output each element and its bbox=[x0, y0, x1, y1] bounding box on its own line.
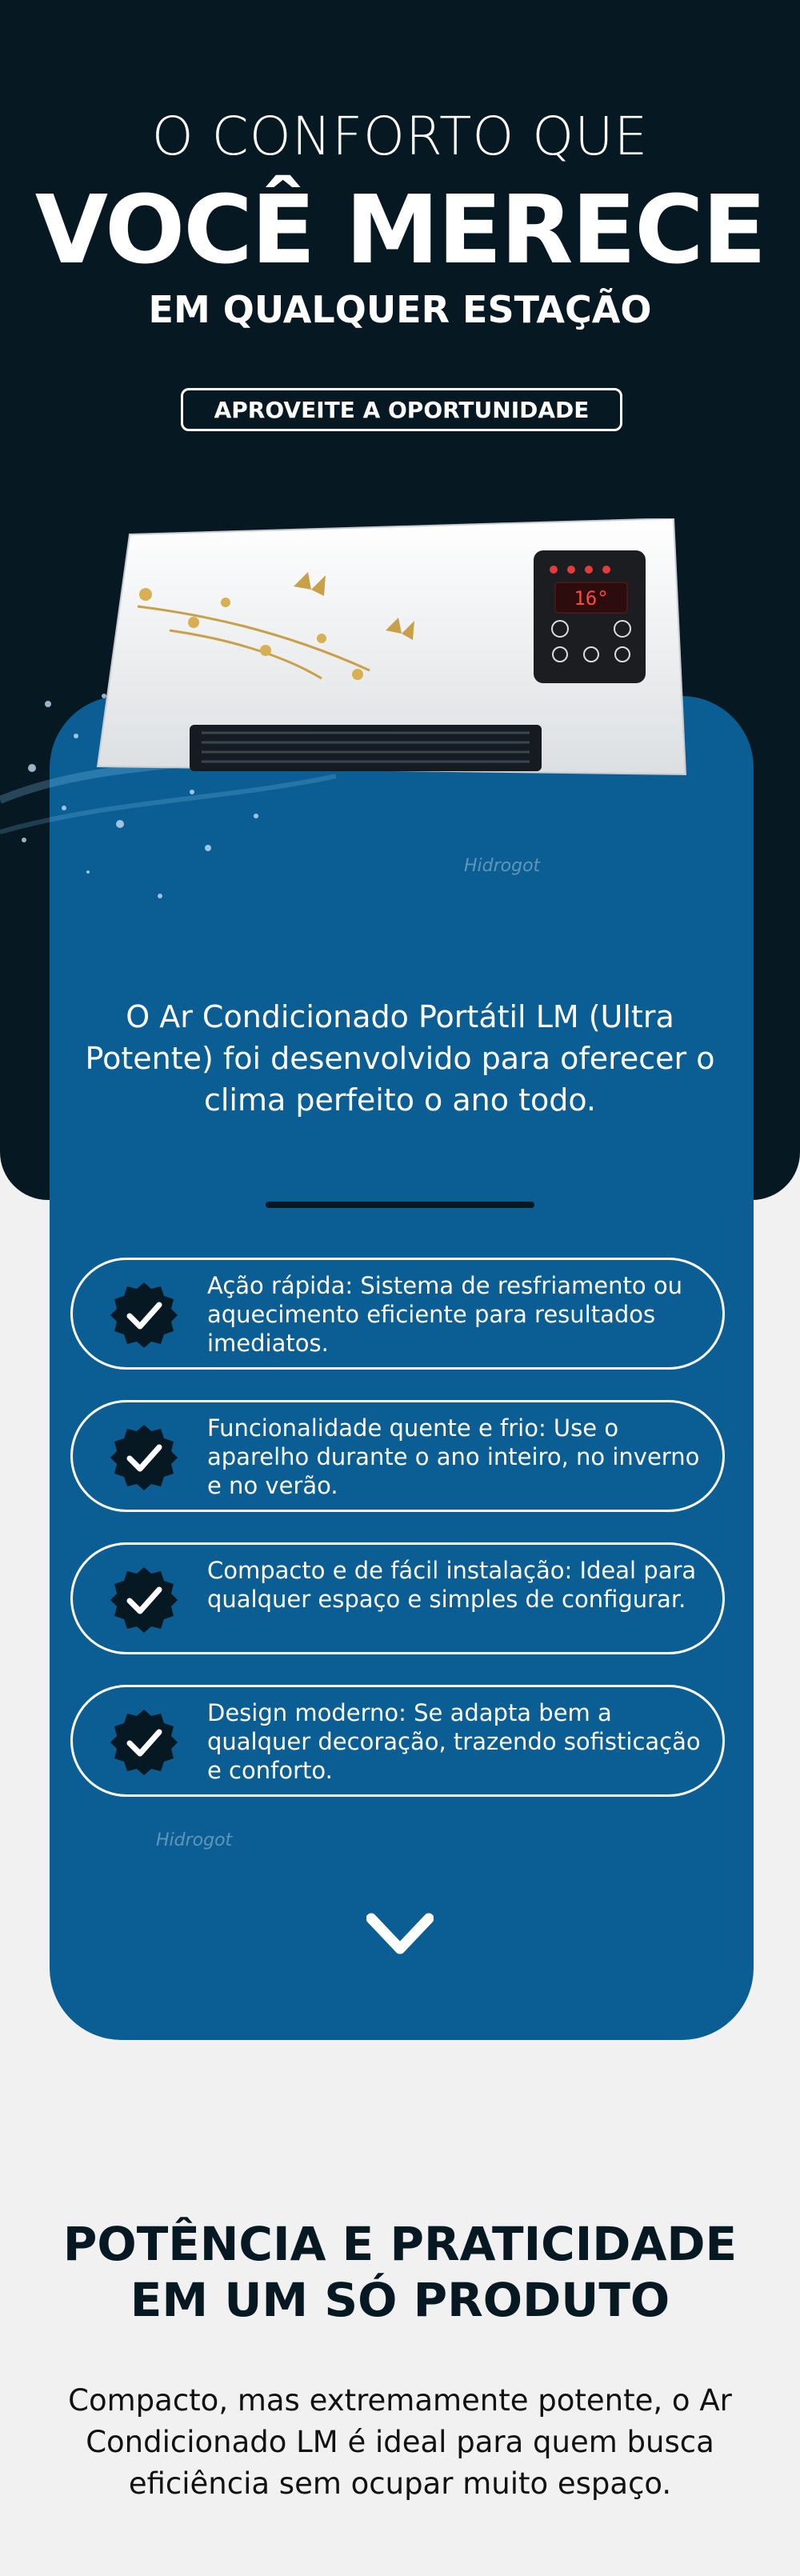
intro-text: O Ar Condicionado Portátil LM (Ultra Potente) foi desenvolvido para oferecer o clima perfeito o ano todo. bbox=[85, 999, 715, 1118]
check-badge-icon bbox=[110, 1423, 178, 1492]
chevron-down-icon[interactable] bbox=[366, 1912, 434, 1957]
section-text: Compacto, mas extremamente potente, o Ar Condicionado LM é ideal para quem busca eficiência sem ocupar muito espaço. bbox=[68, 2383, 732, 2501]
hero-kicker: O CONFORTO QUE bbox=[151, 106, 649, 167]
hero-subhead: EM QUALQUER ESTAÇÃO bbox=[148, 288, 652, 331]
check-badge-icon bbox=[110, 1708, 178, 1777]
cta-button[interactable]: APROVEITE A OPORTUNIDADE bbox=[181, 388, 622, 431]
watermark: Hidrogot bbox=[156, 1830, 233, 1850]
feature-text: Ação rápida: Sistema de resfriamento ou aquecimento eficiente para resultados imediatos. bbox=[207, 1272, 682, 1357]
feature-item bbox=[70, 1685, 725, 1797]
feature-text: Funcionalidade quente e frio: Use o aparelho durante o ano inteiro, no inverno e no verão. bbox=[207, 1414, 700, 1499]
check-badge-icon bbox=[110, 1281, 178, 1350]
section-title bbox=[0, 2216, 800, 2328]
feature-text: Design moderno: Se adapta bem a qualquer decoração, trazendo sofisticação e conforto. bbox=[207, 1699, 701, 1784]
feature-item bbox=[70, 1258, 725, 1370]
feature-item bbox=[70, 1400, 725, 1512]
section-title-line: POTÊNCIA E PRATICIDADE bbox=[62, 2217, 738, 2271]
watermark: Hidrogot bbox=[464, 856, 541, 876]
hero-headline: VOCÊ MERECE bbox=[34, 174, 766, 285]
check-badge-icon bbox=[110, 1566, 178, 1634]
air-conditioner-image bbox=[82, 518, 690, 792]
divider bbox=[266, 1202, 534, 1208]
feature-text: Compacto e de fácil instalação: Ideal para qualquer espaço e simples de configurar. bbox=[207, 1557, 697, 1613]
section-title-line: EM UM SÓ PRODUTO bbox=[130, 2273, 670, 2327]
feature-item bbox=[70, 1542, 725, 1654]
temperature-display: 16° bbox=[574, 587, 609, 610]
